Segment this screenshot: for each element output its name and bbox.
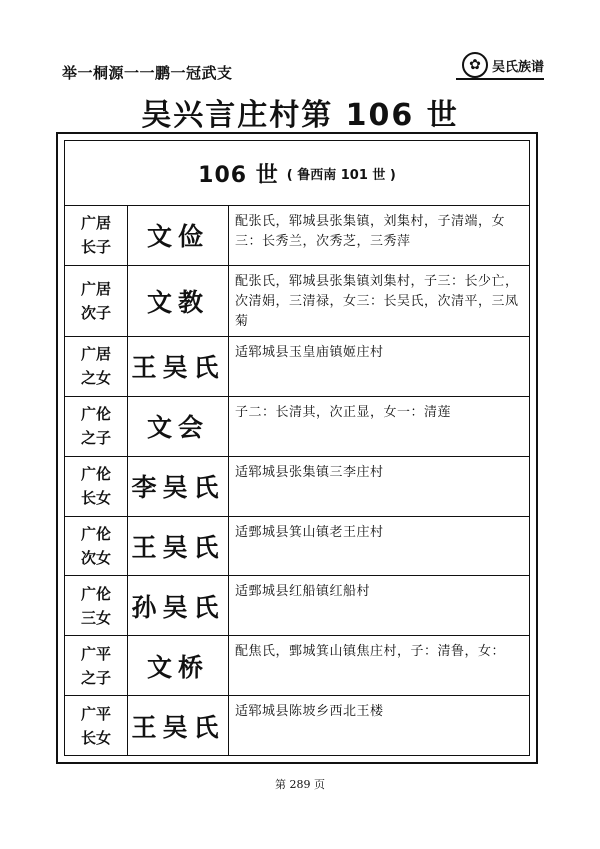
person-name: 王吴氏 [128, 517, 229, 576]
relation-label: 广平之子 [80, 644, 111, 687]
person-detail: 配焦氏，鄄城箕山镇焦庄村，子：清鲁，女： [235, 644, 506, 660]
relation-label: 广平长女 [80, 704, 111, 747]
person-name: 文会 [128, 397, 229, 456]
generation-note: ( 鲁西南 101 世 ) [286, 167, 396, 183]
brand-underline [456, 78, 544, 80]
table-row [65, 206, 529, 266]
table-row [65, 636, 529, 696]
relation-label: 广居之女 [80, 345, 111, 388]
table-row [65, 696, 529, 755]
person-name: 文俭 [128, 206, 229, 265]
page-title: 吴兴言庄村第 106 世 [141, 98, 459, 133]
brand-text: 吴氏族谱 [491, 59, 544, 75]
relation-label: 广居次子 [80, 279, 111, 322]
person-detail: 适郓城县玉皇庙镇姬庄村 [235, 344, 384, 360]
flower-seal-icon: ✿ [462, 52, 488, 78]
person-detail: 适郓城县张集镇三李庄村 [235, 464, 384, 480]
person-name: 孙吴氏 [128, 576, 229, 635]
genealogy-table [64, 140, 530, 756]
person-detail: 子二：长清其，次正显，女一：清莲 [235, 404, 452, 420]
table-row [65, 517, 529, 577]
table-row [65, 397, 529, 457]
person-detail: 配张氏，郓城县张集镇，刘集村，子清端，女三：长秀兰，次秀芝，三秀萍 [235, 214, 506, 249]
person-name: 文桥 [128, 636, 229, 695]
table-row [65, 576, 529, 636]
person-detail: 适鄄城县箕山镇老王庄村 [235, 524, 384, 540]
table-row [65, 337, 529, 397]
lineage-line: 举一桐源一一鹏一冠武支 [62, 64, 233, 82]
table-rows [65, 206, 529, 755]
relation-label: 广伦之子 [80, 405, 111, 448]
person-detail: 适鄄城县红船镇红船村 [235, 584, 371, 600]
relation-label: 广伦长女 [80, 465, 111, 508]
brand [462, 52, 544, 78]
person-detail: 适郓城县陈坡乡西北王楼 [235, 704, 384, 720]
relation-label: 广居长子 [80, 214, 111, 257]
person-detail: 配张氏，郓城县张集镇刘集村，子三：长少亡，次清娟，三清禄，女三：长吴氏，次清平，三凤菊 [235, 273, 519, 329]
table-row [65, 266, 529, 337]
relation-label: 广伦三女 [80, 584, 111, 627]
person-name: 文教 [128, 266, 229, 336]
person-name: 王吴氏 [128, 696, 229, 755]
generation-header [65, 141, 529, 206]
genealogy-frame [56, 132, 538, 764]
table-row [65, 457, 529, 517]
page-number: 第 289 页 [275, 778, 325, 791]
generation-label: 106 世 [198, 162, 279, 188]
person-name: 王吴氏 [128, 337, 229, 396]
person-name: 李吴氏 [128, 457, 229, 516]
relation-label: 广伦次女 [80, 524, 111, 567]
